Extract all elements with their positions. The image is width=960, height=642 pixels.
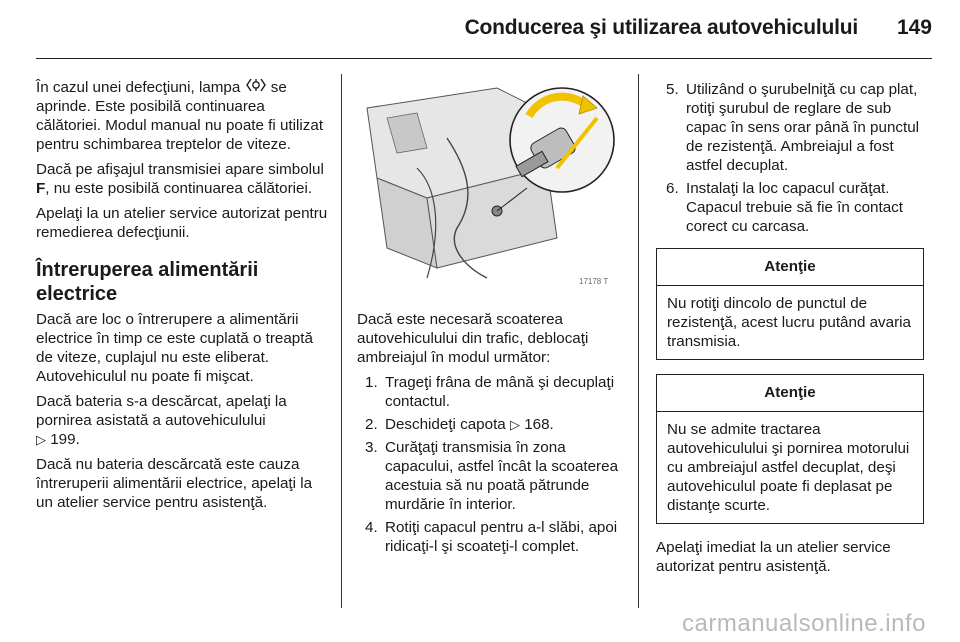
page-reference-link[interactable]: 168.: [524, 416, 554, 433]
paragraph-battery: Dacă bateria s-a descărcat, apelaţi la pornirea asistată a autovehiculului ▷ 199.: [36, 393, 287, 448]
caution-title: Atenţie: [657, 249, 923, 286]
list-item: 2. Deschideţi capota ▷ 168.: [365, 416, 554, 433]
caution-box-2: [656, 374, 924, 524]
caution-box-1: [656, 248, 924, 360]
transmission-cover-illustration: [357, 78, 619, 292]
caution-text: Nu se admite tractarea autovehiculului şi pornirea motorului cu ambreiajul astfel decuplat, deşi autovehiculul poate fi deplasat pe distanţe scurte.: [667, 421, 910, 514]
paragraph-fault-lamp: În cazul unei defecţiuni, lampa se aprinde. Este posibilă continuarea călătoriei. Modul manual nu poate fi utilizat pentru schimbarea treptelor de viteze.: [36, 79, 324, 153]
column-3: [656, 80, 924, 582]
page-reference-arrow-icon: ▷: [509, 417, 520, 432]
column-divider-2: [638, 74, 639, 608]
steps-list-1: [357, 373, 625, 556]
list-item: 5. Utilizând o şurubelniţă cu cap plat, rotiţi şurubul de reglare de sub capac în sens orar până în punctul de rezistenţă. Ambreiajul a fost astfel decuplat.: [666, 81, 920, 174]
caution-text: Nu rotiţi dincolo de punctul de rezistenţă, acest lucru putând avaria transmisia.: [667, 295, 911, 350]
figure-code: 17178 T: [579, 277, 609, 286]
paragraph-power-interruption: Dacă are loc o întrerupere a alimentării electrice în timp ce este cuplată o treaptă de viteze, cuplajul nu este eliberat. Autovehiculul nu poate fi mişcat.: [36, 311, 313, 385]
column-divider-1: [341, 74, 342, 608]
page-reference-arrow-icon: ▷: [36, 432, 46, 447]
header-divider: [36, 58, 932, 59]
watermark: carmanualsonline.info: [682, 610, 926, 637]
list-item: 3. Curăţaţi transmisia în zona capacului, astfel încât la scoaterea acestuia să nu poată pătrunde murdărie în interior.: [365, 439, 619, 513]
paragraph-f-symbol: Dacă pe afişajul transmisiei apare simbolul F, nu este posibilă continuarea călătoriei.: [36, 161, 324, 197]
page-reference-link[interactable]: 199.: [50, 431, 80, 448]
list-item: 4. Rotiţi capacul pentru a-l slăbi, apoi ridicaţi-l şi scoateţi-l complet.: [365, 519, 618, 555]
transmission-warning-icon: [245, 78, 267, 97]
column-2: [357, 78, 625, 560]
page-title: Conducerea şi utilizarea autovehiculului: [464, 16, 858, 39]
column-1: [36, 78, 328, 518]
paragraph-service: Apelaţi la un atelier service autorizat pentru remedierea defecţiunii.: [36, 205, 328, 241]
paragraph-closing: Apelaţi imediat la un atelier service autorizat pentru asistenţă.: [656, 539, 891, 575]
paragraph-clutch-intro: Dacă este necesară scoaterea autovehiculului din trafic, deblocaţi ambreiajul în modul următor:: [357, 311, 589, 366]
list-item: 6. Instalaţi la loc capacul curăţat. Capacul trebuie să fie în contact corect cu carcasa.: [666, 180, 903, 235]
page-number: 149: [896, 16, 932, 39]
list-item: 1. Trageţi frâna de mână şi decuplaţi contactul.: [365, 374, 615, 410]
section-heading: Întreruperea alimentării electrice: [36, 259, 259, 305]
page-header: [0, 0, 960, 62]
steps-list-2: [656, 80, 924, 236]
caution-title: Atenţie: [657, 375, 923, 412]
paragraph-other-cause: Dacă nu bateria descărcată este cauza întreruperii alimentării electrice, apelaţi la un atelier service pentru asistenţă.: [36, 456, 313, 511]
